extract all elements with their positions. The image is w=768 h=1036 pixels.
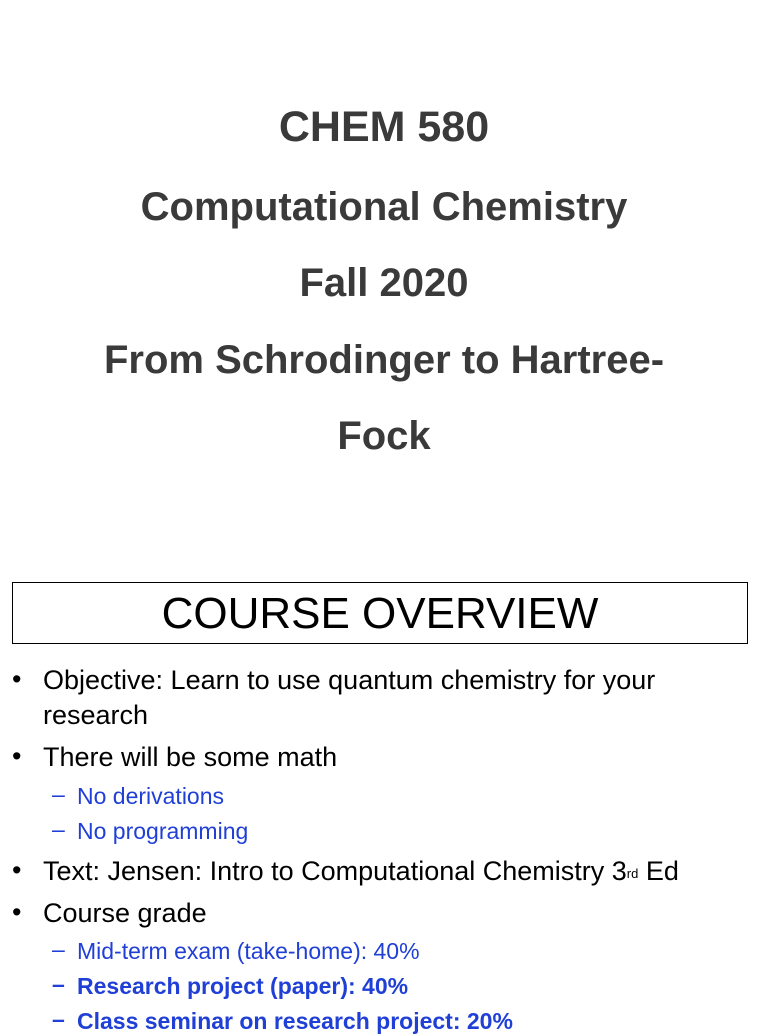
sub-bullet-marker: –: [52, 1006, 65, 1032]
bullet-marker: •: [12, 664, 22, 694]
textbook-text: Text: Jensen: Intro to Computational Chemistry 3: [43, 856, 627, 886]
course-code: CHEM 580: [278, 103, 490, 151]
bullet-math: There will be some math: [43, 742, 338, 772]
overview-heading-box: [12, 582, 748, 644]
bullet-marker: •: [12, 855, 22, 885]
sub-bullet-marker: –: [52, 816, 65, 842]
textbook-edition-superscript: rd: [626, 866, 639, 881]
bullet-marker: •: [12, 897, 22, 927]
course-subtitle-line1: From Schrodinger to Hartree-: [103, 338, 665, 382]
course-subtitle-line2: Fock: [337, 414, 431, 458]
bullet-textbook: [43, 854, 679, 889]
sub-bullet-no-programming: No programming: [77, 818, 249, 844]
sub-bullet-marker: –: [52, 936, 65, 962]
course-name: Computational Chemistry: [140, 185, 628, 229]
bullet-objective: Objective: Learn to use quantum chemistry for your: [43, 665, 656, 695]
bullet-course-grade: Course grade: [43, 898, 207, 928]
bullet-objective-continued: research: [43, 700, 149, 730]
bullet-marker: •: [12, 741, 22, 771]
overview-heading: COURSE OVERVIEW: [161, 589, 599, 638]
sub-bullet-midterm: Mid-term exam (take-home): 40%: [77, 938, 420, 964]
course-term: Fall 2020: [299, 261, 469, 305]
sub-bullet-marker: –: [52, 971, 65, 997]
sub-bullet-research-project: Research project (paper): 40%: [77, 973, 409, 999]
textbook-edition-suffix: Ed: [638, 856, 679, 886]
sub-bullet-class-seminar: Class seminar on research project: 20%: [77, 1008, 513, 1034]
sub-bullet-no-derivations: No derivations: [77, 783, 225, 809]
sub-bullet-marker: –: [52, 781, 65, 807]
